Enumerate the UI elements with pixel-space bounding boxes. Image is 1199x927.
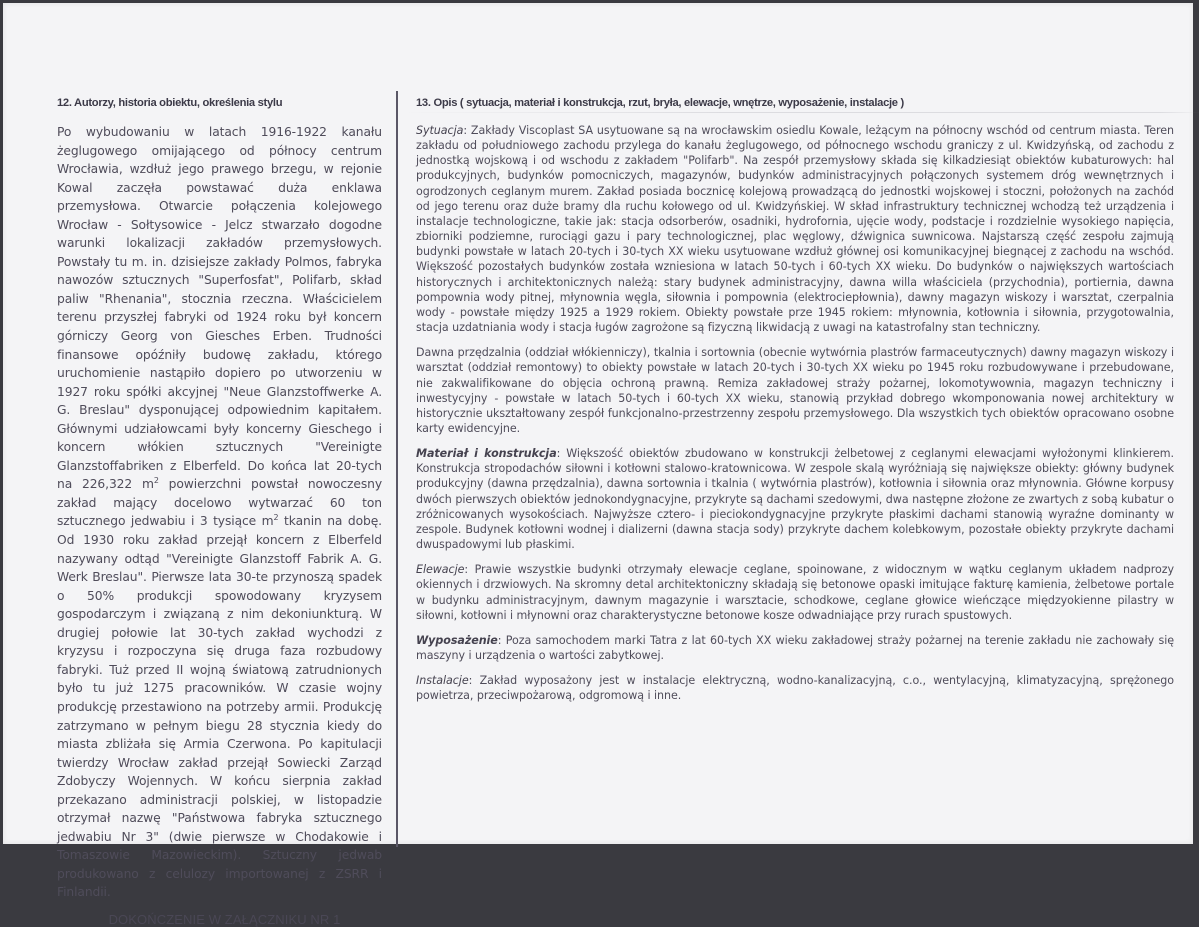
history-text-part2: powierzchni powstał nowoczesny zakład mający docelowo wytwarzać 60 ton sztucznego jedwabiu i 3 tysiące m [57,477,382,529]
paragraph-old-buildings [416,345,1174,436]
lead-situation: Sytuacja [416,124,464,137]
document-page [3,3,1193,927]
history-text-part1: Po wybudowaniu w latach 1916-1922 kanału żeglugowego omijającego od północy centrum Wrocławia, wzdłuż jego prawego brzegu, w rejonie Kowal zaczęła powstawać duża enklawa przemysłowa. Otwarcie połączenia kolejowego Wrocław - Sołtysowice - Jelcz stwarzało dogodne warunki lokalizacji zakładów przemysłowych. Powstały tu m. in. dzisiejsze zakłady Polmos, fabryka nawozów sztucznych "Superfosfat", Polifarb, skład paliw "Rhenania", stocznia rzeczna. Właścicielem terenu przyszłej fabryki od 1924 roku był koncern górniczy Georg von Giesches Erben. Trudności finansowe opóźniły budowę zakładu, którego uruchomienie nastąpiło dopiero po utworzeniu w 1927 roku spółki akcyjnej "Neue Glanzstoffwerke A. G. Breslau" dysponującej odpowiednim kapitałem. Głównymi udziałowcami były koncerny Gieschego i koncern włókien sztucznych "Vereinigte Glanzstoffabriken z Elberfeld. Do końca lat 20-tych na 226,322 m [57,125,382,492]
paragraph-material-construction [416,446,1174,552]
text-installations: : Zakład wyposażony jest w instalacje elektryczną, wodno-kanalizacyjną, c.o., wentylacyjną, klimatyzacyjną, sprężonego powietrza, przeciwpożarową, odgromową i inne. [416,674,1174,703]
superscript-2: 2 [153,476,159,486]
lead-equipment: Wyposażenie [416,633,498,647]
text-situation: : Zakłady Viscoplast SA usytuowane są na wrocławskim osiedlu Kowale, leżącym na północny wschód od centrum miasta. Teren zakładu od południowego zachodu przylega do kanału żeglugowego, od północnego wschodu graniczy z ul. Kwidzyńską, od zachodu z jednostką wojskową i od wschodu z zakładem "Polifarb". Na zespół przemysłowy składa się kilkadziesiąt obiektów kubaturowych: hal produkcyjnych, budynków pomocniczych, magazynów, budynków administracyjnych połączonych systemem dróg wewnętrznych i ogrodzonych ceglanym murem. Zakład posiada bocznicę kolejową prowadzącą do jednostki wojskowej i stoczni, położonych na zachód od jego terenu oraz duże bramy dla ruchu kołowego od ul. Kwidzyńskiej. W skład infrastruktury technicznej wchodzą też urządzenia i instalacje technologiczne, takie jak: stacja odsorberów, osadniki, hydrofornia, ujęcie wody, podstacje i rozdzielnie wysokiego napięcia, zbiorniki podziemne, rurociągi gazu i pary technologicznej, plac węglowy, dźwignica suwnicowa. Najstarszą część zespołu zajmują budynki powstałe w latach 20-tych i 30-tych XX wieku usytuowane wzdłuż głównej osi komunikacyjnej biegnącej z zachodu na wschód. Większość pozostałych budynków została wzniesiona w latach 50-tych i 60-tych XX wieku. Do budynków o największych wartościach historycznych i architektonicznych należą: stary budynek administracyjny, dawna willa właściciela (przychodnia), portiernia, dawna pompownia wody pitnej, młynownia węgla, siłownia i pompownia (elektrociepłownia), dawny magazyn wiskozy i warsztat, czerpalnia wody - powstałe między 1925 a 1929 rokiem. Obiekty powstałe prze 1945 rokiem: młynownia, kotłownia i siłownia, przygotowalnia, stacja uzdatniania wody i stacja ługów zagrożone są fizyczną likwidacją z uwagi na katastrofalny stan techniczny. [416,124,1174,335]
lead-installations: Instalacje [416,674,469,688]
text-elevations: : Prawie wszystkie budynki otrzymały elewacje ceglane, spoinowane, z widocznym w wątku ceglanym układem nadprozy okiennych i drzwiowych. Na skromny detal architektoniczny składają się betonowe opaski imitujące fakturę kamienia, żelbetowe portale w budynku administracyjnym, dawnym magazynie i warsztacie, schodkowe, ceglane głowice wieńczące międzyokienne pilastry w siłowni, kotłowni i młynowni oraz charakterystyczne betonowe kosze odwadniające przy rurach spustowych. [416,563,1174,622]
history-text [57,123,382,902]
text-old-buildings: Dawna przędzalnia (oddział włókienniczy), tkalnia i sortownia (obecnie wytwórnia plastrów farmaceutycznych) dawny magazyn wiskozy i warsztat (oddział remontowy) to obiekty powstałe w latach 20-tych i 30-tych XX wieku po 1945 roku rozbudowywane i przebudowane, nie zakwalifikowane do objęcia ochroną prawną. Remiza zakładowej straży pożarnej, lokomotywownia, magazyn techniczny i inwestycyjny - powstałe w latach 50-tych i 60-tych XX wieku, stanowią przykład dobrego wkomponowania nowej architektury w historycznie ukształtowany zespół funkcjonalno-przestrzenny zespołu przemysłowego. Dla wszystkich tych obiektów opracowano osobne karty ewidencyjne. [416,346,1174,435]
lead-elevations: Elewacje [416,563,465,577]
section-12-title: 12. Autorzy, historia obiektu, określenia stylu [57,97,283,109]
section-13-title: 13. Opis ( sytuacja, materiał i konstrukcja, rzut, bryła, elewacje, wnętrze, wyposażenie, instalacje ) [416,97,904,109]
column-divider [396,91,398,847]
section-13-description [416,96,1174,713]
superscript-2: 2 [273,513,279,523]
continuation-note: DOKOŃCZENIE W ZAŁĄCZNIKU NR 1 [108,911,341,927]
history-text-part3: tkanin na dobę. Od 1930 roku zakład przejął koncern z Elberfeld nazywany odtąd "Vereinigte Glanzstoff Fabrik A. G. Werk Breslau". Pierwsze lata 30-te przynoszą spadek o 50% produkcji spowodowany kryzysem gospodarczym i związaną z nim dekoniunkturą. W drugiej połowie lat 30-tych zakład wychodzi z kryzysu i rozpoczyna się druga faza rozbudowy fabryki. Tuż przed II wojną światową zatrudnionych było tu już 1275 pracowników. W czasie wojny produkcję przestawiono na potrzeby armii. Produkcję zatrzymano w pełnym biegu 28 stycznia kiedy do miasta zbliżała się Armia Czerwona. Po kapitulacji twierdzy Wrocław zakład przejął Sowiecki Zarząd Zdobyczy Wojennych. W końcu sierpnia zakład przekazano administracji polskiej, w listopadzie otrzymał nazwę "Państwowa fabryka sztucznego jedwabiu Nr 3" (dwie pierwsze w Chodakowie i Tomaszowie Mazowieckim). Sztuczny jedwab produkowano z celulozy importowanej z ZSRR i Finlandii. [57,514,382,900]
paragraph-elevations [416,562,1174,623]
lead-material-construction: Materiał i konstrukcja [416,447,557,461]
text-equipment: : Poza samochodem marki Tatra z lat 60-tych XX wieku zakładowej straży pożarnej na terenie zakładu nie zachowały się maszyny i urządzenia o wartości zabytkowej. [416,633,1174,662]
text-material-construction: : Większość obiektów zbudowano w konstrukcji żelbetowej z ceglanymi elewacjami wyłożonymi klinkierem. Konstrukcja stropodachów siłowni i kotłowni stalowo-kratownicowa. W zespole skalą wyróżniają się największe obiekty: główny budynek produkcyjny (dawna przędzalnia), dawna sortownia i tkalnia ( wytwórnia plastrów), kotłownia i siłownia oraz młynownia. Główne korpusy dwóch pierwszych obiektów jednokondygnacyjne, przykryte są dachami szedowymi, dwa następne złożone ze zwartych z sobą kubatur o zróżnicowanych wysokościach. Najwyższe cztero- i pieciokondygnacyjne przykryte płaskimi dachami stanowią wyraźne dominanty w zespole. Budynek kotłowni wodnej i dializerni (dawna stacja sody) przykryte dachem kolebkowym, pozostałe obiekty przykryte dachami dwuspadowymi lub płaskimi. [416,447,1174,552]
paragraph-installations [416,673,1174,703]
paragraph-situation [416,123,1174,335]
section-12-authors-history [57,96,382,927]
paragraph-equipment [416,633,1174,663]
